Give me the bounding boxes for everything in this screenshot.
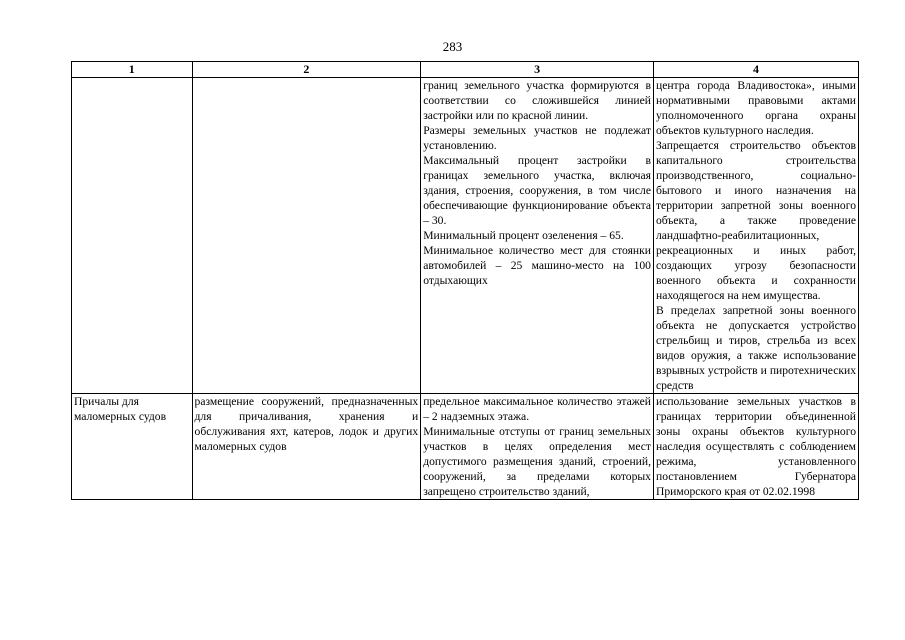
paragraph: границ земельного участка формируются в соответствии со сложившейся линией застройки или по красной линии. <box>423 79 651 122</box>
cell-parameters <box>421 394 654 500</box>
cell-use-type <box>72 78 193 394</box>
paragraph: Минимальное количество мест для стоянки автомобилей – 25 машино-место на 100 отдыхающих <box>423 244 651 287</box>
cell-parameters <box>421 78 654 394</box>
table-row <box>72 394 859 500</box>
cell-restrictions <box>653 78 858 394</box>
column-header-3: 3 <box>421 62 654 78</box>
cell-restrictions <box>653 394 858 500</box>
page-number: 283 <box>442 39 463 54</box>
paragraph: Минимальный процент озеленения – 65. <box>423 229 624 242</box>
paragraph: В пределах запретной зоны военного объекта не допускается устройство стрельбищ и тиров, стрельба из всех видов оружия, а также использование взрывных устройств и пиротехнических средств <box>655 304 856 392</box>
cell-use-description <box>192 394 421 500</box>
paragraph: использование земельных участков в границах территории объединенной зоны охраны объектов культурного наследия осуществлять с соблюдением режима, установленного постановлением Губернатора Приморского края от 02.02.1998 <box>655 395 856 498</box>
paragraph: центра города Владивостока», иными нормативными правовыми актами уполномоченного органа охраны объектов культурного наследия. <box>655 79 856 137</box>
paragraph: предельное максимальное количество этажей – 2 надземных этажа. <box>423 395 651 423</box>
table-row <box>72 78 859 394</box>
cell-use-description <box>192 78 421 394</box>
paragraph: Размеры земельных участков не подлежат установлению. <box>423 124 651 152</box>
cell-use-type: Причалы для маломерных судов <box>72 394 193 500</box>
paragraph: Максимальный процент застройки в границах земельного участка, включая здания, строения, сооружения, в том числе обеспечивающие функционирование объекта – 30. <box>423 154 651 227</box>
column-header-2: 2 <box>192 62 421 78</box>
column-header-4: 4 <box>653 62 858 78</box>
table-header-row <box>72 62 859 78</box>
paragraph: размещение сооружений, предназначенных для причаливания, хранения и обслуживания яхт, катеров, лодок и других маломерных судов <box>194 395 419 453</box>
zoning-table <box>71 61 859 500</box>
paragraph: Минимальные отступы от границ земельных участков в целях определения мест допустимого размещения зданий, строений, сооружений, за пределами которых запрещено строительство зданий, <box>423 425 651 498</box>
paragraph: Запрещается строительство объектов капитального строительства производственного, социально-бытового и иного назначения на территории запретной зоны военного объекта, а также проведение ландшафтно-реабилитационных, рекреационных и иных работ, создающих угрозу безопасности военного объекта и сохранности находящегося на нем имущества. <box>655 139 856 302</box>
column-header-1: 1 <box>72 62 193 78</box>
